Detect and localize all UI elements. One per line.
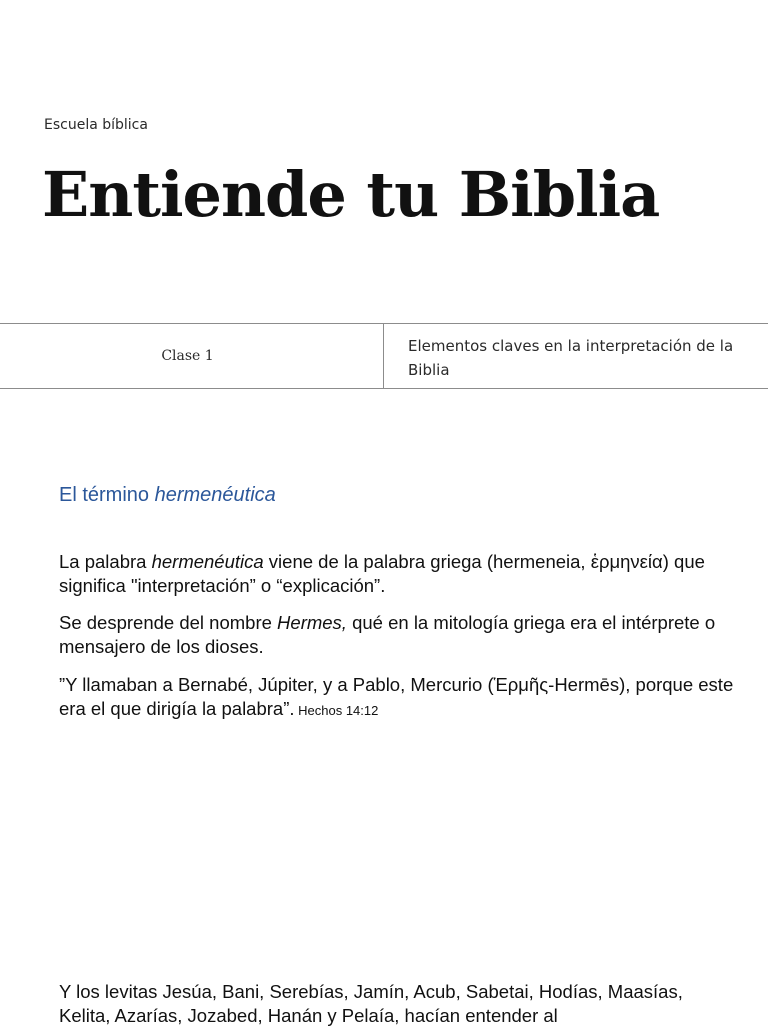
class-info-table [0, 323, 768, 389]
section-heading-prefix: El término [59, 484, 155, 506]
p2-text-b: qué en la mitología griega era el intérprete o mensajero de los dioses. [59, 612, 716, 657]
p2-emphasis: Hermes, [277, 612, 347, 633]
p3-quote: ”Y llamaban a Bernabé, Júpiter, y a Pablo, Mercurio (Ἑρμῆς-Hermēs), porque este era el que dirigía la palabra”. [59, 674, 734, 719]
scripture-reference: Hechos 14:12 [294, 703, 379, 718]
p1-text-b: viene de la palabra griega (hermeneia, ἑρμηνεία) que significa "interpretación” o “explicación”. [59, 551, 705, 596]
paragraph-hermes [59, 611, 739, 659]
school-label: Escuela bíblica [44, 117, 148, 133]
section-heading [59, 484, 276, 507]
section-heading-emphasis: hermenéutica [154, 484, 276, 506]
class-number: Clase 1 [161, 348, 214, 364]
class-number-cell [0, 324, 384, 388]
paragraph-etymology [59, 550, 739, 598]
paragraph-quote [59, 673, 739, 723]
p1-text-a: La palabra [59, 551, 152, 572]
page-title: Entiende tu Biblia [42, 158, 660, 231]
class-topic: Elementos claves en la interpretación de la Biblia [408, 337, 734, 379]
p1-emphasis: hermenéutica [151, 551, 264, 572]
paragraph-levites [59, 980, 739, 1028]
p4-text: Y los levitas Jesúa, Bani, Serebías, Jamín, Acub, Sabetai, Hodías, Maasías, Kelita, Azarías, Jozabed, Hanán y Pelaía, hacían entender al [59, 981, 683, 1026]
class-topic-cell [384, 324, 768, 388]
p2-text-a: Se desprende del nombre [59, 612, 278, 633]
